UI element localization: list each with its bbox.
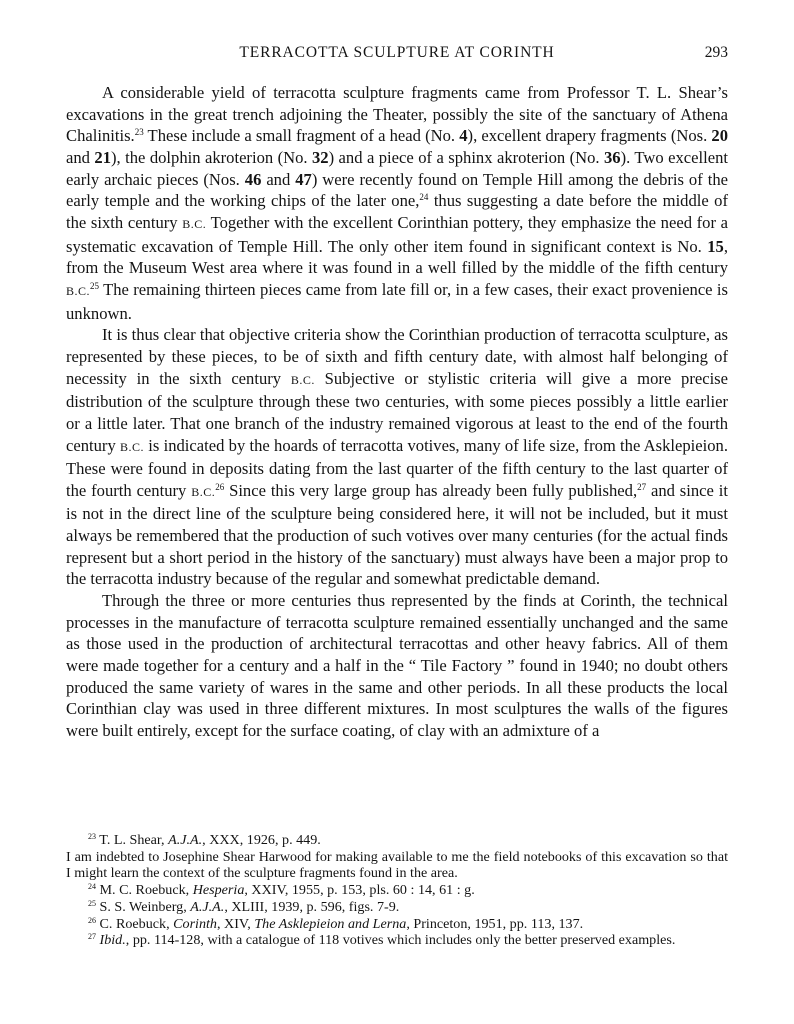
catalogue-number: 46: [244, 169, 262, 189]
catalogue-number: 21: [94, 147, 111, 167]
footnote-ref[interactable]: 27: [637, 481, 647, 492]
small-caps: B.C.: [182, 216, 207, 231]
paragraph-3: Through the three or more centuries thus represented by the finds at Corinth, the technical processes in the manufacture of terracotta sculpture remained essentially unchanged and the same as those used in the production of architectural terracottas and other heavy fabrics. All of them were made together for a century and a half in the “ Tile Factory ” found in 1940; no doubt others produced the same variety of wares in the same and other periods. In all these products the local Corinthian clay was used in three different mixtures. In most sculptures the walls of the figures were built entirely, except for the surface coating, of clay with an admixture of a: [66, 591, 728, 741]
footnotes: [66, 832, 728, 949]
catalogue-number: 4: [459, 126, 468, 146]
small-caps: B.C.: [120, 439, 145, 454]
catalogue-number: 36: [604, 147, 621, 167]
catalogue-number: 32: [312, 147, 329, 167]
running-title: TERRACOTTA SCULPTURE AT CORINTH: [239, 44, 555, 61]
footnote-24: $^{24}$ M. C. Roebuck, Hesperia, XXIV, 1955, p. 153, pls. 60 : 14, 61 : g.: [88, 882, 475, 899]
footnote-23: $^{23}$ T. L. Shear, A.J.A., XXX, 1926, p. 449.: [88, 832, 321, 848]
footnote-ref[interactable]: 25: [90, 280, 100, 291]
page-number: 293: [704, 44, 728, 61]
footnote-25: $^{25}$ S. S. Weinberg, A.J.A., XLIII, 1939, p. 596, figs. 7-9.: [88, 898, 400, 915]
footnote-ref[interactable]: 23: [134, 127, 144, 138]
catalogue-number: 15: [707, 236, 724, 256]
running-header: [66, 44, 728, 66]
footnote-23-continuation: I am indebted to Josephine Shear Harwood for making available to me the field notebooks of this excavation so that I might learn the context of the sculpture fragments found in the area.: [66, 848, 728, 882]
footnote-26: $^{26}$ C. Roebuck, Corinth, XIV, The Asklepieion and Lerna, Princeton, 1951, pp. 113, 137.: [88, 915, 584, 932]
body-text: [66, 82, 728, 742]
footnote-ref[interactable]: 26: [215, 481, 225, 492]
small-caps: B.C.: [191, 484, 216, 499]
catalogue-number: 20: [711, 126, 728, 146]
catalogue-number: 47: [295, 169, 312, 189]
footnote-ref[interactable]: 24: [419, 192, 429, 203]
small-caps: B.C.: [290, 372, 315, 387]
footnote-27: $^{27}$ Ibid., pp. 114-128, with a catalogue of 118 votives which includes only the better preserved examples.: [88, 932, 676, 949]
small-caps: B.C.: [66, 283, 91, 298]
paragraph-1: A considerable yield of terracotta sculpture fragments came from Professor T. L. Shear’s excavations in the great trench adjoining the Theater, possibly the site of the sanctuary of Athena Chalinitis.$^{23}$ These include a small fragment of a head (No. 4), excellent drapery fragments (Nos. 20 and 21), the dolphin akroterion (No. 32) and a piece of a sphinx akroterion (No. 36). Two excellent early archaic pieces (Nos. 46 and 47) were recently found on Temple Hill among the debris of the early temple and the working chips of the later one,$^{24}$ thus suggesting a date before the middle of the sixth century B.C. Together with the excellent Corinthian pottery, they emphasize the need for a systematic excavation of Temple Hill. The only other item found in significant context is No. 15, from the Museum West area where it was found in a well filled by the middle of the fifth century B.C.$^{25}$ The remaining thirteen pieces came from late fill or, in a few cases, their exact provenience is unknown.: [66, 83, 728, 323]
paragraph-2: It is thus clear that objective criteria show the Corinthian production of terracotta sculpture, as represented by these pieces, to be of sixth and fifth century date, with almost half belonging of necessity in the sixth century B.C. Subjective or stylistic criteria will give a more precise distribution of the sculpture through these two centuries, with some pieces possibly a little earlier or a little later. That one branch of the industry remained vigorous at least to the end of the fourth century B.C. is indicated by the hoards of terracotta votives, many of life size, from the Asklepieion. These were found in deposits dating from the last quarter of the fifth century to the last quarter of the fourth century B.C.$^{26}$ Since this very large group has already been fully published,$^{27}$ and since it is not in the direct line of the sculpture being considered here, it will not be included, but it must always be remembered that the production of such votives over many centuries (for the actual finds represent but a short period in the history of the sanctuary) must always have been a major prop to the terracotta industry because of the regular and somewhat predictable demand.: [66, 325, 729, 589]
